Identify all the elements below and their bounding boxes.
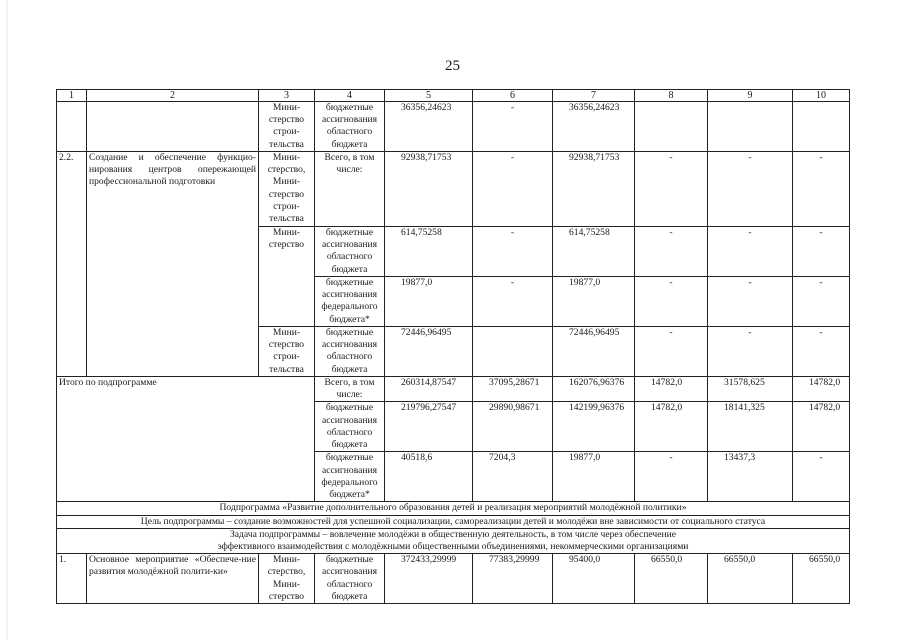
value-cell: - — [793, 327, 850, 377]
source-cell: бюджетные ассигнования областного бюджета — [315, 402, 385, 452]
value-cell: 19877,0 — [553, 277, 635, 327]
header-cell: 8 — [635, 90, 708, 102]
value-cell: 36356,24623 — [553, 102, 635, 152]
value-cell: - — [708, 277, 793, 327]
total-row — [57, 377, 850, 402]
source-cell: Всего, в том числе: — [315, 377, 385, 402]
value-cell: - — [635, 277, 708, 327]
value-cell: 77383,29999 — [473, 554, 553, 604]
value-cell: 14782,0 — [635, 402, 708, 452]
value-cell: - — [793, 277, 850, 327]
value-cell: - — [708, 327, 793, 377]
value-cell: 95400,0 — [553, 554, 635, 604]
header-cell: 2 — [87, 90, 259, 102]
table-row — [57, 102, 850, 152]
executor-cell: Мини-стерство строи-тельства — [259, 327, 315, 377]
value-cell: 219796,27547 — [385, 402, 473, 452]
executor-cell: Мини-стерство, Мини-стерство строи-тельства — [259, 152, 315, 227]
header-cell: 9 — [708, 90, 793, 102]
subprogram-task-line: Задача подпрограммы – вовлечение молодёжи в общественную деятельность, в том числе через обеспечение — [229, 528, 677, 540]
header-cell: 3 — [259, 90, 315, 102]
value-cell: 142199,96376 — [553, 402, 635, 452]
source-cell: бюджетные ассигнования областного бюджета — [315, 102, 385, 152]
value-cell: 14782,0 — [793, 402, 850, 452]
subprogram-title-row — [57, 502, 850, 515]
value-cell: - — [635, 327, 708, 377]
item-title: Основное мероприятие «Обеспече-ние развития молодёжной полити-ки» — [87, 554, 259, 604]
num-cell — [57, 102, 87, 152]
value-cell: 19877,0 — [385, 277, 473, 327]
value-cell: 66550,0 — [793, 554, 850, 604]
value-cell: 19877,0 — [553, 452, 635, 502]
source-cell: бюджетные ассигнования федерального бюджета* — [315, 277, 385, 327]
value-cell: - — [473, 102, 553, 152]
item-number: 1. — [57, 554, 87, 604]
value-cell: 7204,3 — [473, 452, 553, 502]
subprogram-title: Подпрограмма «Развитие дополнительного образования детей и реализация мероприятий молодёжной политики» — [57, 502, 850, 515]
value-cell: 162076,96376 — [553, 377, 635, 402]
source-cell: бюджетные ассигнования областного бюджета — [315, 227, 385, 277]
total-label: Итого по подпрограмме — [57, 377, 315, 502]
subprogram-task — [57, 528, 850, 553]
value-cell: - — [793, 227, 850, 277]
value-cell: 66550,0 — [708, 554, 793, 604]
value-cell — [635, 102, 708, 152]
value-cell: 29890,98671 — [473, 402, 553, 452]
subprogram-task-line: эффективного взаимодействия с молодёжными общественными объединениями, некоммерческими организациями — [217, 541, 689, 553]
budget-table — [56, 89, 850, 604]
value-cell: 66550,0 — [635, 554, 708, 604]
source-cell: бюджетные ассигнования федерального бюджета* — [315, 452, 385, 502]
header-cell: 1 — [57, 90, 87, 102]
value-cell — [793, 102, 850, 152]
executor-cell: Мини-стерство, Мини-стерство — [259, 554, 315, 604]
table-row — [57, 554, 850, 604]
value-cell: 40518,6 — [385, 452, 473, 502]
scan-edge — [6, 0, 8, 640]
value-cell: - — [793, 152, 850, 227]
subprogram-goal: Цель подпрограммы – создание возможностей для успешной социализации, самореализации детей и молодёжи вне зависимости от социального статуса — [57, 515, 850, 528]
source-cell: бюджетные ассигнования областного бюджета — [315, 554, 385, 604]
header-cell: 6 — [473, 90, 553, 102]
value-cell: - — [473, 277, 553, 327]
title-cell — [87, 102, 259, 152]
value-cell: 72446,96495 — [553, 327, 635, 377]
value-cell: 14782,0 — [793, 377, 850, 402]
header-cell: 7 — [553, 90, 635, 102]
header-cell: 4 — [315, 90, 385, 102]
value-cell: 614,75258 — [385, 227, 473, 277]
executor-cell: Мини-стерство — [259, 227, 315, 327]
header-cell: 5 — [385, 90, 473, 102]
value-cell: 372433,29999 — [385, 554, 473, 604]
value-cell — [473, 327, 553, 377]
table-row — [57, 152, 850, 227]
value-cell: - — [635, 152, 708, 227]
value-cell: 260314,87547 — [385, 377, 473, 402]
value-cell: 13437,3 — [708, 452, 793, 502]
value-cell: - — [793, 452, 850, 502]
header-cell: 10 — [793, 90, 850, 102]
table-header-row — [57, 90, 850, 102]
subprogram-task-row — [57, 528, 850, 553]
value-cell: - — [635, 452, 708, 502]
value-cell: 92938,71753 — [553, 152, 635, 227]
value-cell: 92938,71753 — [385, 152, 473, 227]
page-number: 25 — [445, 58, 460, 74]
subprogram-goal-row — [57, 515, 850, 528]
item-title: Создание и обеспечение функцио-нирования центров опережающей профессиональной подготовки — [87, 152, 259, 377]
source-cell: бюджетные ассигнования областного бюджета — [315, 327, 385, 377]
value-cell: - — [635, 227, 708, 277]
source-cell: Всего, в том числе: — [315, 152, 385, 227]
value-cell: - — [473, 152, 553, 227]
value-cell: 72446,96495 — [385, 327, 473, 377]
value-cell: 31578,625 — [708, 377, 793, 402]
value-cell: 36356,24623 — [385, 102, 473, 152]
value-cell: 18141,325 — [708, 402, 793, 452]
value-cell: - — [708, 152, 793, 227]
value-cell: - — [708, 227, 793, 277]
value-cell: 614,75258 — [553, 227, 635, 277]
value-cell — [708, 102, 793, 152]
item-number: 2.2. — [57, 152, 87, 377]
value-cell: 14782,0 — [635, 377, 708, 402]
value-cell: 37095,28671 — [473, 377, 553, 402]
executor-cell: Мини-стерство строи-тельства — [259, 102, 315, 152]
value-cell: - — [473, 227, 553, 277]
